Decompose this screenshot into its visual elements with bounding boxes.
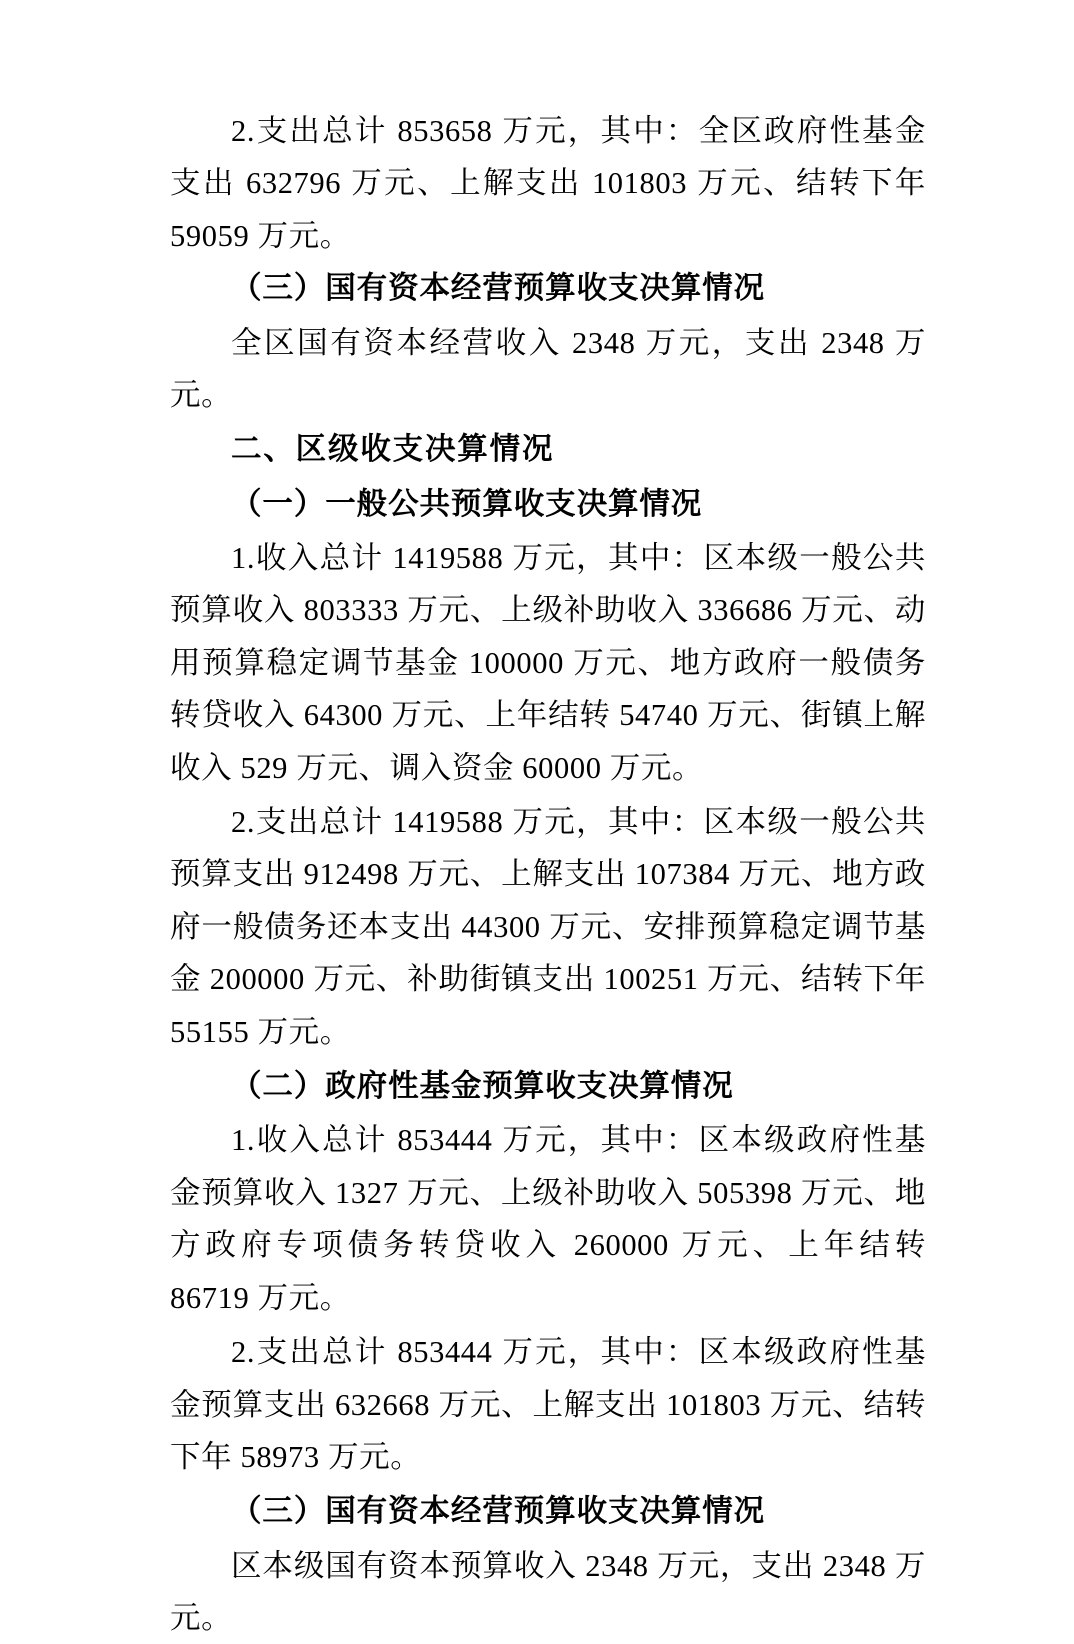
paragraph-state-capital-figures: 全区国有资本经营收入 2348 万元，支出 2348 万元。 bbox=[170, 325, 926, 413]
document-body bbox=[170, 105, 926, 1644]
paragraph-heading-state-capital-budget-district: （三）国有资本经营预算收支决算情况 bbox=[231, 1494, 766, 1529]
paragraph-expenditure-total-fund: 2.支出总计 853444 万元，其中：区本级政府性基金预算支出 632668 万元、上解支出 101803 万元、结转下年 58973 万元。 bbox=[170, 1335, 926, 1474]
paragraph-income-total-fund: 1.收入总计 853444 万元，其中：区本级政府性基金预算收入 1327 万元、上级补助收入 505398 万元、地方政府专项债务转贷收入 260000 万元、上年结转 86719 万元。 bbox=[170, 1123, 926, 1315]
paragraph-heading-section-two: 二、区级收支决算情况 bbox=[231, 432, 555, 467]
paragraph-heading-general-public-budget: （一）一般公共预算收支决算情况 bbox=[231, 486, 703, 521]
paragraph-expenditure-total-district: 2.支出总计 853658 万元，其中：全区政府性基金支出 632796 万元、上解支出 101803 万元、结转下年 59059 万元。 bbox=[170, 114, 926, 253]
paragraph-expenditure-total-general: 2.支出总计 1419588 万元，其中：区本级一般公共预算支出 912498 万元、上解支出 107384 万元、地方政府一般债务还本支出 44300 万元、安排预算稳定调节基金 200000 万元、补助街镇支出 100251 万元、结转下年 55155 万元。 bbox=[170, 805, 926, 1049]
paragraph-heading-state-capital-budget: （三）国有资本经营预算收支决算情况 bbox=[231, 271, 766, 306]
paragraph-state-capital-figures-district: 区本级国有资本预算收入 2348 万元，支出 2348 万元。 bbox=[170, 1548, 926, 1635]
paragraph-heading-government-fund-budget: （二）政府性基金预算收支决算情况 bbox=[231, 1069, 734, 1104]
paragraph-income-total-general: 1.收入总计 1419588 万元，其中：区本级一般公共预算收入 803333 万元、上级补助收入 336686 万元、动用预算稳定调节基金 100000 万元、地方政府一般债务转贷收入 64300 万元、上年结转 54740 万元、街镇上解收入 529 万元、调入资金 60000 万元。 bbox=[170, 540, 926, 785]
